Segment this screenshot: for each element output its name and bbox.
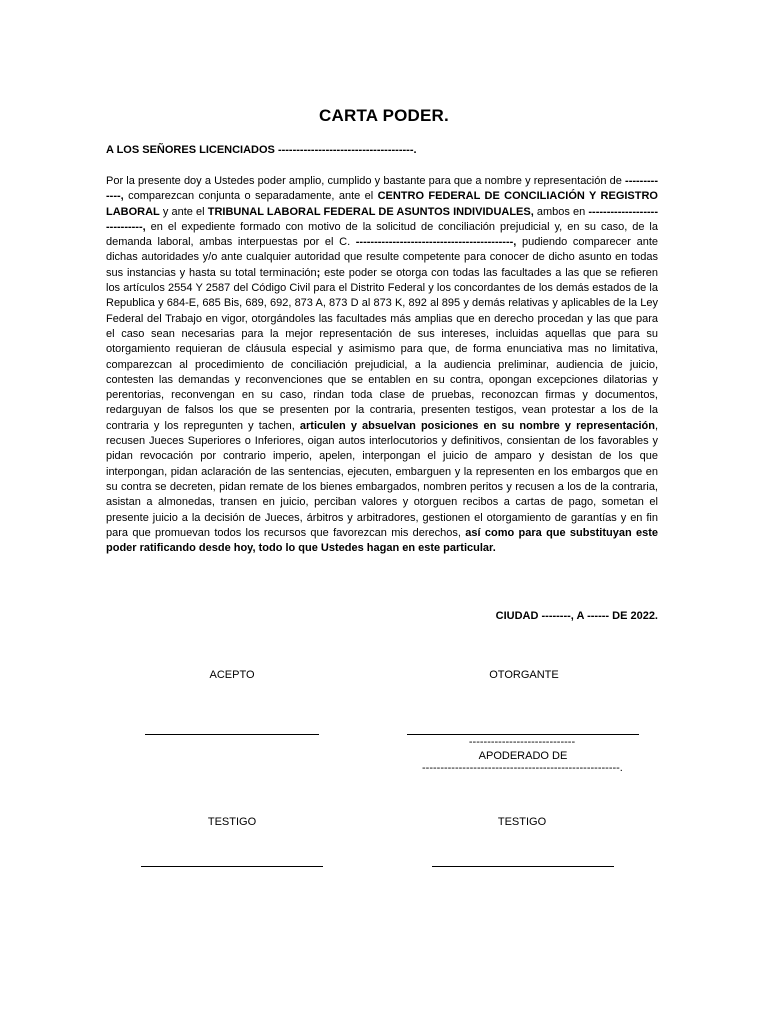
testigo-left-signature-line: [141, 866, 323, 867]
document-body: [106, 174, 658, 556]
city-date-line: CIUDAD --------, A ------ DE 2022.: [495, 610, 658, 622]
body-bold-segment: ;: [316, 266, 321, 279]
apoderado-name-dots: ------------------------------------------------------.: [422, 762, 623, 774]
body-bold-segment: -------------,: [106, 175, 658, 203]
testigo-right-label: TESTIGO: [497, 816, 547, 828]
conciliation-center-name: CENTRO FEDERAL DE CONCILIACIÓN Y REGISTRO LABORAL: [106, 190, 658, 218]
closing-bold-statement: así como para que substituyan este poder ratificando desde hoy, todo lo que Ustedes hagan en este particular.: [106, 526, 658, 555]
acepto-label: ACEPTO: [209, 669, 255, 681]
body-text-segment: y ante el: [159, 205, 208, 218]
body-bold-segment: -------------------------------------------,: [355, 236, 517, 249]
testigo-right-signature-line: [432, 866, 614, 867]
body-text-segment: este poder se otorga con todas las facultades a las que se refieren los artículos 2554 Y 2587 del Código Civil para el Distrito Federal y los concordantes de los demás estados de la Republica y 684-E, 685 Bis, 689, 692, 873 A, 873 D al 873 K, 892 al 895 y demás relativas y aplicables de la Ley Federal del Trabajo en vigor, otorgándoles las facultades más amplias que en derecho procedan y las que para el caso sean necesarias para la mejor representación de sus intereses, incluidas aquellas que para su otorgamiento requieran de cláusula especial y asimismo para que, de forma enunciativa mas no limitativa, comparezcan al procedimiento de conciliación prejudicial, a la audiencia preliminar, audiencia de juicio, contesten las demandas y reconvenciones que se entablen en su contra, opongan excepciones dilatorias y perentorias, reconvengan en su caso, rindan toda clase de pruebas, reconozcan firmas y documentos, redarguyan de falsos los que se presenten por la contraria, presenten testigos, vean protestar a los de la contraria y los repregunten y tachen,: [106, 266, 659, 432]
acepto-signature-line: [145, 734, 319, 735]
body-text-segment: en el expediente formado con motivo de la solicitud de conciliación prejudicial y, en su caso, de la demanda laboral, ambas interpuestas por el C.: [106, 220, 658, 249]
document-title: CARTA PODER.: [319, 106, 449, 125]
body-text-segment: comparezcan conjunta o separadamente, ante el: [123, 190, 378, 203]
body-bold-segment: -----------------------------,: [106, 205, 658, 233]
labor-tribunal-name: TRIBUNAL LABORAL FEDERAL DE ASUNTOS INDIVIDUALES,: [207, 205, 534, 218]
body-text-segment: Por la presente doy a Ustedes poder amplio, cumplido y bastante para que a nombre y representación de: [106, 175, 626, 187]
body-bold-segment: articulen y absuelvan posiciones en su nombre y representación: [299, 419, 655, 432]
body-text-segment: ambos en: [533, 205, 589, 218]
apoderado-label: APODERADO DE: [478, 750, 568, 762]
body-text-segment: pudiendo comparecer ante dichas autoridades y/o ante cualquier autoridad que resulte competente para conocer de dicho asunto en todas sus instancias y hasta su total terminación: [106, 236, 658, 279]
otorgante-label: OTORGANTE: [489, 669, 559, 681]
addressee-line: A LOS SEÑORES LICENCIADOS -------------------------------------.: [106, 144, 417, 156]
body-text-segment: , recusen Jueces Superiores o Inferiores, oigan autos interlocutorios y definitivos, consientan de los favorables y pidan revocación por contrario imperio, apelen, interpongan el juicio de amparo y desistan de los que interpongan, pidan aclaración de las sentencias, ejecuten, embarguen y la representen en los embargos que en su contra se decreten, pidan remate de los bienes embargados, nombren peritos y recusen a los de la contraria, asistan a almonedas, transen en juicio, perciban valores y otorguen recibos a cartas de pago, sometan el presente juicio a la decisión de Jueces, árbitros y arbitradores, gestionen el otorgamiento de garantías y en fin para que promuevan todos los recursos que favorezcan mis derechos,: [106, 419, 658, 539]
otorgante-name-dots: -----------------------------: [468, 736, 576, 748]
testigo-left-label: TESTIGO: [207, 816, 257, 828]
otorgante-signature-line: [407, 734, 639, 735]
